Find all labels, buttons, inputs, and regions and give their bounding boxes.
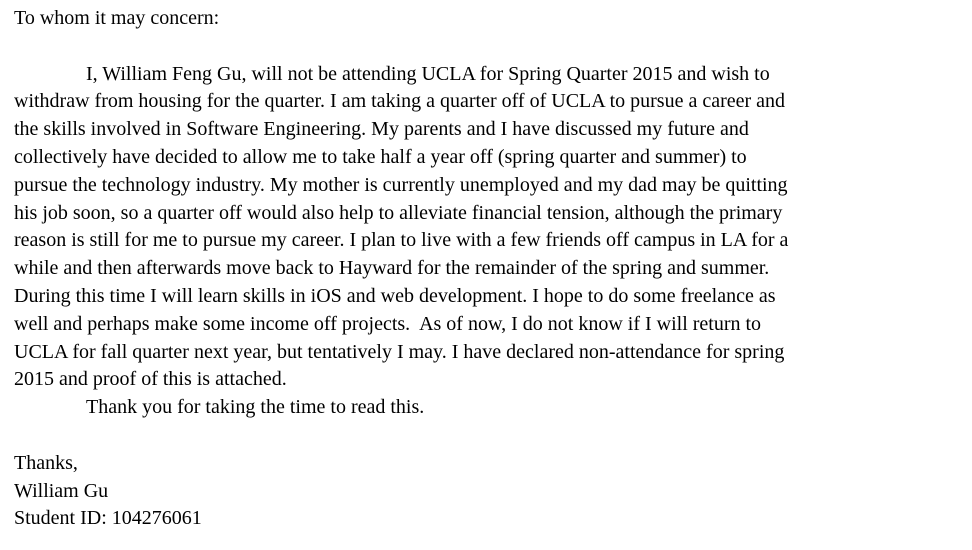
body-line: reason is still for me to pursue my career. I plan to live with a few friends off campus in LA for a xyxy=(14,229,789,252)
signature-block xyxy=(14,450,964,533)
body-line: his job soon, so a quarter off would also help to alleviate financial tension, although the primary xyxy=(14,201,783,224)
student-id: Student ID: 104276061 xyxy=(14,507,202,530)
body-line: 2015 and proof of this is attached. xyxy=(14,368,287,391)
body-line: well and perhaps make some income off projects. As of now, I do not know if I will return to xyxy=(14,312,762,335)
body-line: the skills involved in Software Engineering. My parents and I have discussed my future and xyxy=(14,118,749,141)
thanks-line: Thank you for taking the time to read this. xyxy=(86,396,425,419)
salutation: To whom it may concern: xyxy=(14,7,220,29)
letter xyxy=(14,5,964,533)
body-line: During this time I will learn skills in iOS and web development. I hope to do some freelance as xyxy=(14,284,776,307)
closing: Thanks, xyxy=(14,451,78,474)
body-line: collectively have decided to allow me to take half a year off (spring quarter and summer) to xyxy=(14,145,747,168)
body-line: withdraw from housing for the quarter. I am taking a quarter off of UCLA to pursue a career and xyxy=(14,90,786,113)
body-line: UCLA for fall quarter next year, but tentatively I may. I have declared non-attendance for spring xyxy=(14,340,785,363)
blank-line xyxy=(14,33,964,61)
body-line: I, William Feng Gu, will not be attending UCLA for Spring Quarter 2015 and wish to xyxy=(86,62,770,85)
body-line: while and then afterwards move back to Hayward for the remainder of the spring and summer. xyxy=(14,257,770,280)
letter-body xyxy=(14,61,964,422)
body-line: pursue the technology industry. My mother is currently unemployed and my dad may be quitting xyxy=(14,173,788,196)
blank-line xyxy=(14,422,964,450)
signature-name: William Gu xyxy=(14,479,109,502)
